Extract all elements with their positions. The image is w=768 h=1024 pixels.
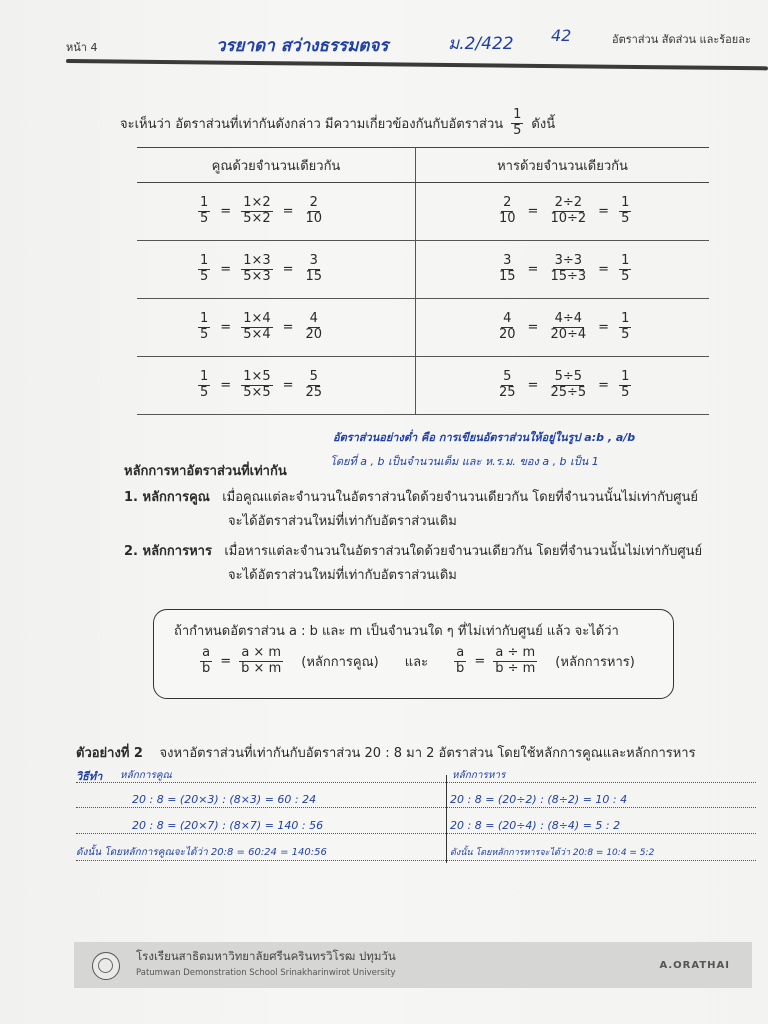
- divide-step-2: 20 : 8 = (20÷4) : (8÷4) = 5 : 2: [450, 819, 621, 832]
- fraction: [304, 312, 325, 343]
- intro-fraction: [511, 108, 523, 139]
- fraction-numerator: 2: [503, 195, 512, 211]
- fraction-equation: [138, 196, 414, 227]
- principle-multiply-text: เมื่อคูณแต่ละจำนวนในอัตราส่วนใดด้วยจำนวนเดียวกัน โดยที่จำนวนนั้นไม่เท่ากับศูนย์: [222, 490, 698, 505]
- equals-sign: =: [598, 204, 610, 219]
- fraction-equation: [138, 254, 414, 285]
- equals-sign: =: [474, 653, 486, 669]
- rule-mul-label: (หลักการคูณ): [301, 654, 379, 670]
- equals-sign: =: [220, 378, 232, 393]
- school-name-thai: โรงเรียนสาธิตมหาวิทยาลัยศรีนครินทรวิโรฒ ปทุมวัน: [136, 949, 396, 963]
- fraction-denominator: 5×5: [243, 385, 271, 400]
- fraction: [548, 370, 588, 401]
- divide-conclusion: ดังนั้น โดยหลักการหารจะได้ว่า 20:8 = 10:4 = 5:2: [450, 848, 655, 858]
- fraction-denominator: 5×4: [243, 327, 271, 342]
- rule-mul-frac-right: [239, 646, 283, 677]
- fraction: [198, 196, 210, 227]
- fraction: [304, 254, 325, 285]
- rule-div-d2: b ÷ m: [495, 660, 536, 676]
- fraction-numerator: 1: [621, 369, 630, 385]
- fraction: [497, 254, 518, 285]
- intro-frac-den: 5: [513, 122, 522, 138]
- fraction-equation: [417, 196, 708, 227]
- fraction-denominator: 5: [621, 385, 630, 400]
- fraction: [548, 196, 588, 227]
- rule-mul-frac-left: [200, 646, 212, 677]
- fraction-numerator: 1: [200, 311, 209, 327]
- principles-title: หลักการหาอัตราส่วนที่เท่ากัน: [124, 464, 287, 479]
- equals-sign: =: [527, 320, 539, 335]
- handwritten-note-line2: โดยที่ a , b เป็นจำนวนเต็ม และ ห.ร.ม. ของ a , b เป็น 1: [330, 455, 599, 468]
- chapter-title: อัตราส่วน สัดส่วน และร้อยละ: [612, 33, 751, 46]
- example-label: ตัวอย่างที่ 2: [76, 746, 143, 761]
- fraction: [619, 370, 631, 401]
- page-number: หน้า 4: [66, 41, 98, 54]
- fraction-denominator: 25: [305, 385, 323, 400]
- principle-divide: [124, 540, 702, 561]
- fraction-numerator: 3: [309, 253, 318, 269]
- rule-div-n2: a ÷ m: [495, 645, 536, 660]
- equals-sign: =: [527, 262, 539, 277]
- fraction-numerator: 1: [621, 253, 630, 269]
- fraction-denominator: 5: [200, 269, 209, 284]
- fraction-numerator: 1: [200, 195, 209, 211]
- fraction-numerator: 5÷5: [554, 369, 583, 385]
- fraction-numerator: 4: [309, 311, 318, 327]
- equals-sign: =: [282, 378, 294, 393]
- fraction-numerator: 3÷3: [554, 253, 583, 269]
- principle-multiply: [124, 486, 698, 507]
- fraction-denominator: 5: [621, 211, 630, 226]
- rule-and: และ: [404, 654, 429, 670]
- fraction-equation: [417, 254, 708, 285]
- divide-cell: [416, 299, 710, 357]
- fraction-numerator: 2÷2: [554, 195, 583, 211]
- fraction: [548, 312, 588, 343]
- fraction: [198, 370, 210, 401]
- multiply-cell: [137, 183, 416, 241]
- fraction-denominator: 10÷2: [550, 211, 587, 226]
- principle-divide-text2: จะได้อัตราส่วนใหม่ที่เท่ากับอัตราส่วนเดิม: [228, 568, 457, 583]
- fraction-denominator: 15: [499, 269, 516, 284]
- fraction-numerator: 4÷4: [554, 311, 583, 327]
- multiply-conclusion: ดังนั้น โดยหลักการคูณจะได้ว่า 20:8 = 60:24 = 140:56: [76, 847, 327, 858]
- fraction: [619, 312, 631, 343]
- fraction-numerator: 5: [503, 369, 512, 385]
- fraction-numerator: 1: [621, 311, 630, 327]
- divide-step-1: 20 : 8 = (20÷2) : (8÷2) = 10 : 4: [450, 793, 628, 806]
- divide-heading: หลักการหาร: [452, 770, 506, 781]
- fraction-equation: [417, 312, 708, 343]
- fraction-denominator: 10: [499, 211, 516, 226]
- equals-sign: =: [527, 378, 539, 393]
- equals-sign: =: [220, 653, 232, 669]
- author-name: A.ORATHAI: [659, 960, 730, 971]
- method-label: วิธีทำ: [76, 770, 103, 783]
- fraction: [198, 312, 210, 343]
- fraction: [497, 312, 518, 343]
- table-row: [137, 299, 709, 357]
- fraction: [497, 196, 518, 227]
- fraction-numerator: 1×4: [243, 311, 271, 327]
- equals-sign: =: [282, 320, 294, 335]
- fraction-denominator: 25: [499, 385, 516, 400]
- table-header-multiply: คูณด้วยจำนวนเดียวกัน: [137, 148, 416, 183]
- fraction-denominator: 5: [200, 385, 209, 400]
- table-row: [137, 241, 709, 299]
- fraction-equation: [138, 312, 414, 343]
- fraction-denominator: 5: [200, 211, 209, 226]
- rule-box-formulas: [200, 646, 635, 677]
- solution-divider: [446, 775, 447, 863]
- intro-suffix: ดังนี้: [531, 116, 556, 132]
- footer-bar: [74, 942, 752, 988]
- principle-divide-text: เมื่อหารแต่ละจำนวนในอัตราส่วนใดด้วยจำนวนเดียวกัน โดยที่จำนวนนั้นไม่เท่ากับศูนย์: [224, 544, 703, 559]
- multiply-step-1: 20 : 8 = (20×3) : (8×3) = 60 : 24: [132, 793, 317, 806]
- fraction: [304, 196, 325, 227]
- fraction-numerator: 5: [309, 369, 318, 385]
- example-title: [76, 742, 696, 763]
- rule-div-frac-left: [454, 646, 466, 677]
- rule-mul-n1: a: [202, 645, 211, 660]
- rule-mul-d1: b: [202, 660, 211, 676]
- school-name-english: Patumwan Demonstration School Srinakharinwirot University: [136, 968, 396, 978]
- equals-sign: =: [527, 204, 539, 219]
- fraction-denominator: 20÷4: [550, 327, 587, 342]
- table-header-divide: หารด้วยจำนวนเดียวกัน: [416, 148, 710, 183]
- multiply-heading: หลักการคูณ: [120, 770, 172, 781]
- fraction-equation: [417, 370, 708, 401]
- school-seal-icon: [92, 952, 120, 980]
- intro-frac-num: 1: [513, 107, 522, 122]
- equals-sign: =: [220, 204, 232, 219]
- equals-sign: =: [220, 320, 232, 335]
- intro-sentence: [120, 108, 555, 139]
- fraction-denominator: 5×2: [243, 211, 271, 226]
- fraction-denominator: 5: [621, 327, 630, 342]
- fraction-denominator: 5×3: [243, 269, 271, 284]
- rule-div-label: (หลักการหาร): [555, 654, 635, 670]
- fraction: [241, 370, 272, 401]
- dotted-line: [76, 833, 756, 834]
- fraction-numerator: 1×2: [243, 195, 271, 211]
- intro-text: จะเห็นว่า อัตราส่วนที่เท่ากันดังกล่าว มีความเกี่ยวข้องกันกับอัตราส่วน: [120, 116, 504, 132]
- dotted-line: [76, 807, 756, 808]
- fraction-denominator: 15÷3: [550, 269, 587, 284]
- equals-sign: =: [282, 204, 294, 219]
- multiply-cell: [137, 299, 416, 357]
- fraction: [304, 370, 325, 401]
- rule-div-d1: b: [456, 660, 465, 676]
- dotted-line: [76, 860, 756, 861]
- rule-div-frac-right: [493, 646, 537, 677]
- equals-sign: =: [598, 320, 610, 335]
- fraction-numerator: 1×5: [243, 369, 271, 385]
- dotted-line: [76, 782, 756, 783]
- rule-mul-d2: b × m: [241, 660, 282, 676]
- fraction-denominator: 10: [305, 211, 323, 226]
- fraction-numerator: 1: [200, 369, 209, 385]
- example-text: จงหาอัตราส่วนที่เท่ากันกับอัตราส่วน 20 : 8 มา 2 อัตราส่วน โดยใช้หลักการคูณและหลักการหาร: [159, 746, 696, 761]
- rule-box-statement: ถ้ากำหนดอัตราส่วน a : b และ m เป็นจำนวนใด ๆ ที่ไม่เท่ากับศูนย์ แล้ว จะได้ว่า: [174, 624, 619, 639]
- class-number: ม.2/422: [448, 34, 514, 54]
- fraction-equation: [138, 370, 414, 401]
- fraction-numerator: 4: [503, 311, 512, 327]
- fraction-denominator: 20: [499, 327, 516, 342]
- divide-cell: [416, 241, 710, 299]
- fraction: [548, 254, 588, 285]
- fraction-denominator: 15: [305, 269, 323, 284]
- multiply-cell: [137, 241, 416, 299]
- fraction: [198, 254, 210, 285]
- multiply-cell: [137, 357, 416, 415]
- equivalent-ratio-table: [137, 147, 709, 415]
- rule-box: [153, 609, 674, 699]
- principle-divide-label: 2. หลักการหาร: [124, 544, 212, 559]
- multiply-step-2: 20 : 8 = (20×7) : (8×7) = 140 : 56: [132, 819, 324, 832]
- student-name: วรยาดา สว่างธรรมตจร: [216, 36, 389, 56]
- fraction-denominator: 20: [305, 327, 323, 342]
- worked-solution: [76, 765, 758, 865]
- principle-multiply-label: 1. หลักการคูณ: [124, 490, 210, 505]
- fraction-numerator: 1: [200, 253, 209, 269]
- fraction: [241, 254, 272, 285]
- equals-sign: =: [598, 262, 610, 277]
- principle-multiply-text2: จะได้อัตราส่วนใหม่ที่เท่ากับอัตราส่วนเดิม: [228, 514, 457, 529]
- fraction-numerator: 3: [503, 253, 512, 269]
- rule-mul-n2: a × m: [241, 645, 282, 660]
- rule-div-n1: a: [456, 645, 465, 660]
- fraction-numerator: 1: [621, 195, 630, 211]
- equals-sign: =: [282, 262, 294, 277]
- header-rule: [66, 59, 768, 70]
- fraction: [619, 254, 631, 285]
- table-row: [137, 357, 709, 415]
- fraction: [619, 196, 631, 227]
- student-number: 42: [551, 26, 572, 45]
- fraction-numerator: 1×3: [243, 253, 271, 269]
- equals-sign: =: [598, 378, 610, 393]
- fraction-denominator: 5: [621, 269, 630, 284]
- equals-sign: =: [220, 262, 232, 277]
- fraction-numerator: 2: [309, 195, 318, 211]
- fraction-denominator: 5: [200, 327, 209, 342]
- divide-cell: [416, 357, 710, 415]
- fraction: [241, 196, 272, 227]
- handwritten-note-line1: อัตราส่วนอย่างต่ำ คือ การเขียนอัตราส่วนให้อยู่ในรูป a:b , a/b: [333, 431, 636, 444]
- fraction-denominator: 25÷5: [550, 385, 587, 400]
- divide-cell: [416, 183, 710, 241]
- table-row: [137, 183, 709, 241]
- fraction: [241, 312, 272, 343]
- fraction: [497, 370, 518, 401]
